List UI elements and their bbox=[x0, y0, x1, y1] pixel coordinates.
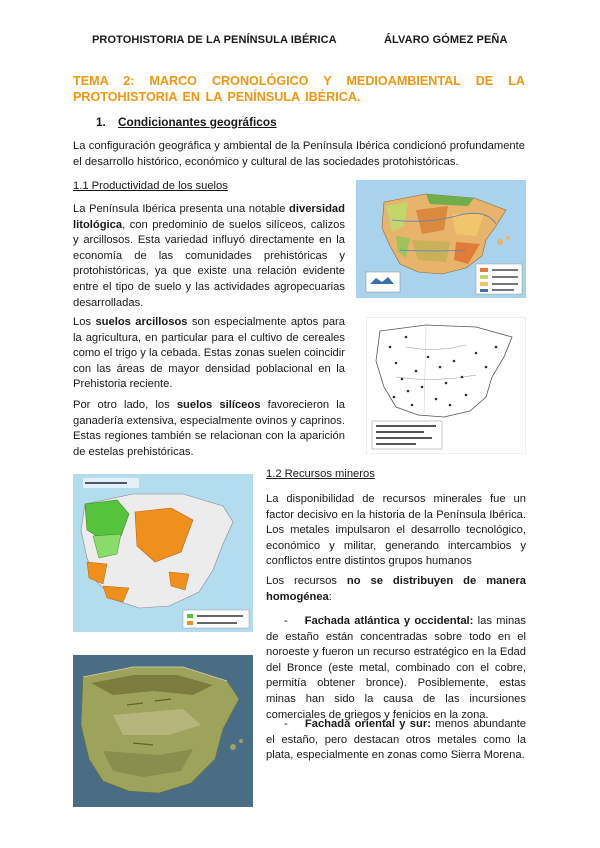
header-left: PROTOHISTORIA DE LA PENÍNSULA IBÉRICA bbox=[92, 34, 337, 46]
header-right: ÁLVARO GÓMEZ PEÑA bbox=[384, 34, 508, 46]
bullet-eastern-facade bbox=[266, 717, 526, 764]
bold-run: Fachada atlántica y occidental: bbox=[304, 615, 474, 627]
subsection-heading-1-1: 1.1 Productividad de los suelos bbox=[73, 180, 228, 192]
bold-run: suelos silíceos bbox=[176, 399, 261, 411]
text-run: son especialmente aptos para la agricultura, en particular para el cultivo de cereales como el trigo y la cebada. Estas zonas suelen coincidir con las áreas de mayor densidad poblacional en la Prehistoria reciente. bbox=[73, 316, 345, 391]
bold-run: Fachada oriental y sur: bbox=[304, 718, 431, 730]
text-run: las minas de estaño están concentradas sobre todo en el noroeste y fueron un recurso estratégico en la Edad del Bronce (este metal, combinado con el cobre, permitía obtener bronce). Posiblemente, estas minas han sido la causa de las incursiones comerciales de griegos y fenicios en la zona. bbox=[266, 615, 526, 721]
paragraph-mineral-resources: La disponibilidad de recursos minerales fue un factor decisivo en la historia de la Península Ibérica. Los metales impulsaron el desarrollo tecnológico, económico y militar, generando intercambios y conflictos entre distintos grupos humanos bbox=[266, 493, 526, 568]
soil-map-icon bbox=[356, 180, 526, 298]
text-run: La Península Ibérica presenta una notable bbox=[73, 203, 290, 215]
text-run: Los recursos bbox=[266, 575, 347, 587]
paragraph-uneven-distribution bbox=[266, 574, 526, 605]
text-run: , con predominio de suelos silíceos, calizos y arcillosos. Esta variedad influyó directamente en la economía de las comunidades prehistóricas y protohistóricas, ya que existe una relación evidente entre el tipo de suelo y las actividades agropecuarias desarrolladas. bbox=[73, 218, 345, 309]
stelae-distribution-map-icon bbox=[366, 317, 526, 454]
subsection-heading-1-2: 1.2 Recursos mineros bbox=[266, 468, 375, 480]
page-title: TEMA 2: MARCO CRONOLÓGICO Y MEDIOAMBIENTAL DE LA PROTOHISTORIA EN LA PENÍNSULA IBÉRICA. bbox=[73, 74, 525, 104]
paragraph-siliceous-soils bbox=[73, 398, 345, 460]
bullet-dash: - bbox=[284, 615, 288, 627]
bullet-dash: - bbox=[284, 718, 288, 730]
paragraph-soils-diversity bbox=[73, 202, 345, 311]
bullet-atlantic-facade bbox=[266, 614, 526, 723]
mining-regions-map-icon bbox=[73, 474, 253, 632]
paragraph-clay-soils bbox=[73, 315, 345, 393]
relief-map-icon bbox=[73, 655, 253, 807]
text-run: Los bbox=[73, 316, 96, 328]
text-run: Por otro lado, los bbox=[73, 399, 177, 411]
section-intro: La configuración geográfica y ambiental de la Península Ibérica condicionó profundamente el desarrollo histórico, económico y cultural de las sociedades protohistóricas. bbox=[73, 140, 525, 168]
section-heading-1 bbox=[96, 115, 277, 129]
section-heading-text: Condicionantes geográficos bbox=[118, 115, 277, 129]
bold-run: suelos arcillosos bbox=[95, 316, 188, 328]
text-run: favorecieron la ganadería extensiva, especialmente ovinos y caprinos. Estas regiones también se relacionan con la aparición de estelas prehistóricas. bbox=[73, 399, 345, 458]
bold-run: diversidad litológica bbox=[73, 203, 345, 231]
section-number: 1. bbox=[96, 115, 106, 129]
text-run: menos abundante el estaño, pero destacan otros metales como la plata, especialmente en zonas como Sierra Morena. bbox=[266, 718, 526, 762]
text-run: : bbox=[328, 590, 332, 603]
bold-run: no se distribuyen de manera homogénea bbox=[266, 575, 526, 603]
